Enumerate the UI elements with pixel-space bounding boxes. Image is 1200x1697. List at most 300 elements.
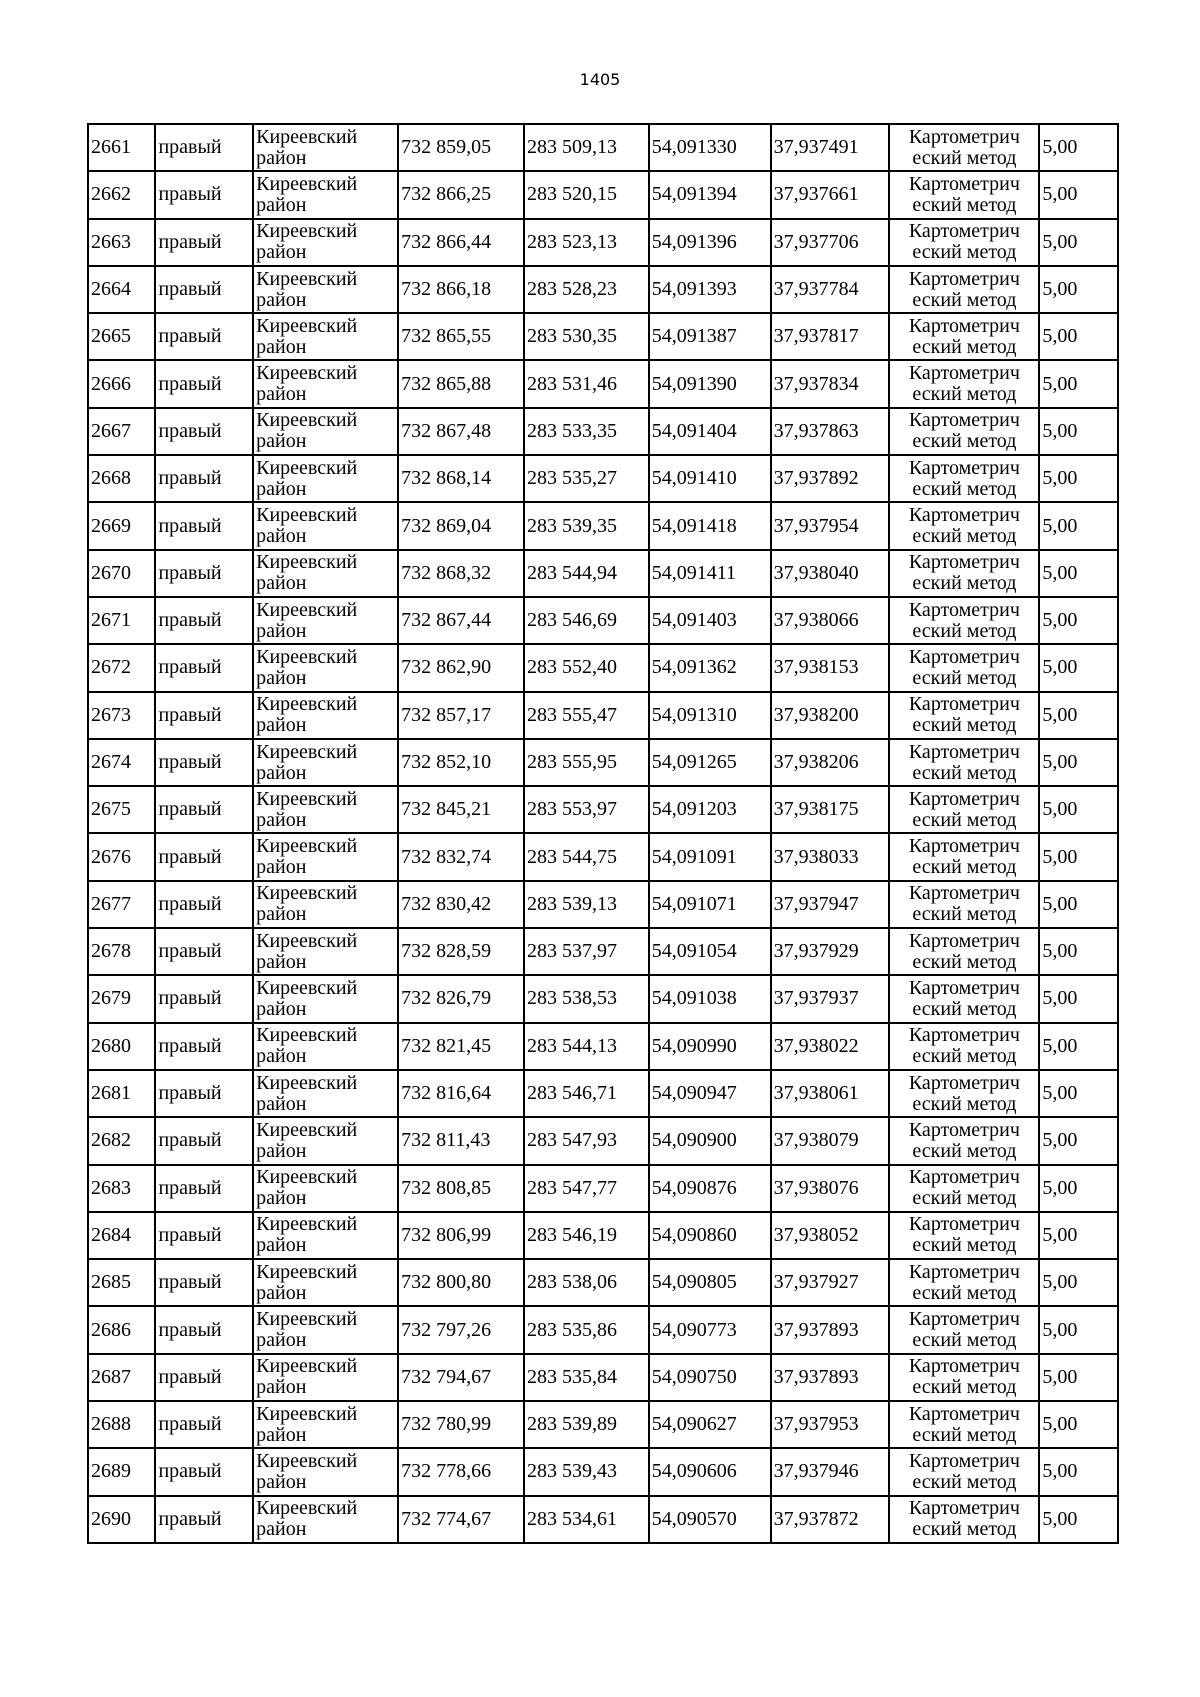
latitude-cell: 54,091410 — [649, 455, 771, 502]
district-line: Киреевский — [256, 551, 358, 574]
bank-side-cell: правый — [155, 739, 253, 786]
accuracy-cell: 5,00 — [1039, 360, 1118, 407]
method-line: Картометрич — [908, 1497, 1020, 1520]
accuracy-cell: 5,00 — [1039, 1448, 1118, 1495]
table-row — [88, 1212, 1118, 1259]
latitude-cell: 54,090570 — [649, 1496, 771, 1543]
district-line: район — [256, 430, 307, 453]
bank-side-cell: правый — [155, 360, 253, 407]
table-row — [88, 408, 1118, 455]
x-coordinate-cell: 732 808,85 — [398, 1165, 524, 1212]
x-coordinate-cell: 732 778,66 — [398, 1448, 524, 1495]
latitude-cell: 54,091394 — [649, 171, 771, 218]
accuracy-cell: 5,00 — [1039, 266, 1118, 313]
method-line: Картометрич — [908, 835, 1020, 858]
accuracy-cell: 5,00 — [1039, 1496, 1118, 1543]
district-line: Киреевский — [256, 835, 358, 858]
district-cell — [253, 928, 398, 975]
bank-side-cell: правый — [155, 1259, 253, 1306]
accuracy-cell: 5,00 — [1039, 1023, 1118, 1070]
latitude-cell: 54,091396 — [649, 219, 771, 266]
method-cell — [889, 266, 1039, 313]
district-line: район — [256, 193, 307, 216]
point-number-cell: 2672 — [88, 644, 155, 691]
x-coordinate-cell: 732 800,80 — [398, 1259, 524, 1306]
table-row — [88, 1165, 1118, 1212]
table-row — [88, 881, 1118, 928]
longitude-cell: 37,937834 — [771, 360, 890, 407]
bank-side-cell: правый — [155, 928, 253, 975]
x-coordinate-cell: 732 867,44 — [398, 597, 524, 644]
method-line: Картометрич — [908, 1024, 1020, 1047]
bank-side-cell: правый — [155, 1306, 253, 1353]
method-cell — [889, 313, 1039, 360]
table-row — [88, 550, 1118, 597]
y-coordinate-cell: 283 546,19 — [524, 1212, 649, 1259]
longitude-cell: 37,937863 — [771, 408, 890, 455]
district-cell — [253, 597, 398, 644]
district-cell — [253, 881, 398, 928]
district-line: район — [256, 1423, 307, 1446]
method-line: Картометрич — [908, 1118, 1020, 1141]
method-line: Картометрич — [908, 267, 1020, 290]
latitude-cell: 54,090860 — [649, 1212, 771, 1259]
y-coordinate-cell: 283 509,13 — [524, 124, 649, 171]
latitude-cell: 54,091387 — [649, 313, 771, 360]
method-cell — [889, 1496, 1039, 1543]
method-line: еский метод — [912, 1045, 1017, 1068]
accuracy-cell: 5,00 — [1039, 1306, 1118, 1353]
point-number-cell: 2665 — [88, 313, 155, 360]
method-cell — [889, 219, 1039, 266]
district-cell — [253, 266, 398, 313]
longitude-cell: 37,937893 — [771, 1306, 890, 1353]
latitude-cell: 54,091393 — [649, 266, 771, 313]
latitude-cell: 54,090750 — [649, 1354, 771, 1401]
district-line: район — [256, 525, 307, 548]
table-row — [88, 1401, 1118, 1448]
latitude-cell: 54,091265 — [649, 739, 771, 786]
district-line: район — [256, 856, 307, 879]
y-coordinate-cell: 283 537,97 — [524, 928, 649, 975]
table-row — [88, 975, 1118, 1022]
method-line: Картометрич — [908, 1449, 1020, 1472]
district-cell — [253, 550, 398, 597]
longitude-cell: 37,937954 — [771, 502, 890, 549]
method-line: еский метод — [912, 1376, 1017, 1399]
method-line: Картометрич — [908, 1355, 1020, 1378]
method-line: Картометрич — [908, 125, 1020, 148]
longitude-cell: 37,937947 — [771, 881, 890, 928]
x-coordinate-cell: 732 774,67 — [398, 1496, 524, 1543]
district-line: район — [256, 1376, 307, 1399]
method-cell — [889, 1401, 1039, 1448]
y-coordinate-cell: 283 535,84 — [524, 1354, 649, 1401]
bank-side-cell: правый — [155, 833, 253, 880]
method-line: Картометрич — [908, 645, 1020, 668]
longitude-cell: 37,937872 — [771, 1496, 890, 1543]
y-coordinate-cell: 283 531,46 — [524, 360, 649, 407]
point-number-cell: 2677 — [88, 881, 155, 928]
accuracy-cell: 5,00 — [1039, 1354, 1118, 1401]
method-line: еский метод — [912, 572, 1017, 595]
method-line: еский метод — [912, 1281, 1017, 1304]
method-line: еский метод — [912, 1187, 1017, 1210]
accuracy-cell: 5,00 — [1039, 597, 1118, 644]
district-line: район — [256, 1187, 307, 1210]
bank-side-cell: правый — [155, 502, 253, 549]
bank-side-cell: правый — [155, 408, 253, 455]
point-number-cell: 2686 — [88, 1306, 155, 1353]
point-number-cell: 2662 — [88, 171, 155, 218]
longitude-cell: 37,937892 — [771, 455, 890, 502]
y-coordinate-cell: 283 555,47 — [524, 692, 649, 739]
table-row — [88, 313, 1118, 360]
bank-side-cell: правый — [155, 1496, 253, 1543]
bank-side-cell: правый — [155, 219, 253, 266]
accuracy-cell: 5,00 — [1039, 975, 1118, 1022]
table-row — [88, 786, 1118, 833]
district-line: район — [256, 572, 307, 595]
district-line: Киреевский — [256, 882, 358, 905]
longitude-cell: 37,937817 — [771, 313, 890, 360]
x-coordinate-cell: 732 806,99 — [398, 1212, 524, 1259]
latitude-cell: 54,090990 — [649, 1023, 771, 1070]
x-coordinate-cell: 732 869,04 — [398, 502, 524, 549]
district-line: Киреевский — [256, 504, 358, 527]
district-cell — [253, 1354, 398, 1401]
district-line: район — [256, 997, 307, 1020]
longitude-cell: 37,937784 — [771, 266, 890, 313]
longitude-cell: 37,938052 — [771, 1212, 890, 1259]
bank-side-cell: правый — [155, 1448, 253, 1495]
accuracy-cell: 5,00 — [1039, 313, 1118, 360]
latitude-cell: 54,090900 — [649, 1117, 771, 1164]
point-number-cell: 2674 — [88, 739, 155, 786]
longitude-cell: 37,938061 — [771, 1070, 890, 1117]
longitude-cell: 37,938153 — [771, 644, 890, 691]
method-cell — [889, 1306, 1039, 1353]
method-line: еский метод — [912, 193, 1017, 216]
point-number-cell: 2683 — [88, 1165, 155, 1212]
y-coordinate-cell: 283 539,13 — [524, 881, 649, 928]
method-line: еский метод — [912, 619, 1017, 642]
table-row — [88, 739, 1118, 786]
point-number-cell: 2666 — [88, 360, 155, 407]
method-line: еский метод — [912, 288, 1017, 311]
longitude-cell: 37,938076 — [771, 1165, 890, 1212]
method-cell — [889, 550, 1039, 597]
x-coordinate-cell: 732 811,43 — [398, 1117, 524, 1164]
method-cell — [889, 124, 1039, 171]
x-coordinate-cell: 732 865,88 — [398, 360, 524, 407]
bank-side-cell: правый — [155, 550, 253, 597]
method-line: Картометрич — [908, 362, 1020, 385]
district-line: район — [256, 383, 307, 406]
x-coordinate-cell: 732 816,64 — [398, 1070, 524, 1117]
table-row — [88, 171, 1118, 218]
x-coordinate-cell: 732 868,32 — [398, 550, 524, 597]
method-line: Картометрич — [908, 504, 1020, 527]
district-cell — [253, 833, 398, 880]
y-coordinate-cell: 283 535,86 — [524, 1306, 649, 1353]
latitude-cell: 54,091054 — [649, 928, 771, 975]
x-coordinate-cell: 732 866,25 — [398, 171, 524, 218]
latitude-cell: 54,091403 — [649, 597, 771, 644]
accuracy-cell: 5,00 — [1039, 644, 1118, 691]
latitude-cell: 54,090876 — [649, 1165, 771, 1212]
y-coordinate-cell: 283 533,35 — [524, 408, 649, 455]
method-cell — [889, 171, 1039, 218]
accuracy-cell: 5,00 — [1039, 1259, 1118, 1306]
point-number-cell: 2689 — [88, 1448, 155, 1495]
latitude-cell: 54,091071 — [649, 881, 771, 928]
district-cell — [253, 786, 398, 833]
y-coordinate-cell: 283 544,75 — [524, 833, 649, 880]
y-coordinate-cell: 283 523,13 — [524, 219, 649, 266]
latitude-cell: 54,090805 — [649, 1259, 771, 1306]
district-line: Киреевский — [256, 645, 358, 668]
district-cell — [253, 171, 398, 218]
longitude-cell: 37,937661 — [771, 171, 890, 218]
point-number-cell: 2673 — [88, 692, 155, 739]
method-line: Картометрич — [908, 456, 1020, 479]
accuracy-cell: 5,00 — [1039, 786, 1118, 833]
district-line: Киреевский — [256, 693, 358, 716]
district-line: Киреевский — [256, 314, 358, 337]
district-line: район — [256, 1281, 307, 1304]
point-number-cell: 2687 — [88, 1354, 155, 1401]
longitude-cell: 37,937937 — [771, 975, 890, 1022]
district-cell — [253, 1259, 398, 1306]
y-coordinate-cell: 283 534,61 — [524, 1496, 649, 1543]
accuracy-cell: 5,00 — [1039, 550, 1118, 597]
y-coordinate-cell: 283 546,71 — [524, 1070, 649, 1117]
y-coordinate-cell: 283 547,77 — [524, 1165, 649, 1212]
method-cell — [889, 1259, 1039, 1306]
point-number-cell: 2669 — [88, 502, 155, 549]
district-line: Киреевский — [256, 362, 358, 385]
accuracy-cell: 5,00 — [1039, 1212, 1118, 1259]
method-line: еский метод — [912, 714, 1017, 737]
district-line: район — [256, 477, 307, 500]
longitude-cell: 37,938175 — [771, 786, 890, 833]
district-line: Киреевский — [256, 598, 358, 621]
point-number-cell: 2661 — [88, 124, 155, 171]
district-cell — [253, 408, 398, 455]
district-cell — [253, 1448, 398, 1495]
bank-side-cell: правый — [155, 881, 253, 928]
method-line: еский метод — [912, 430, 1017, 453]
point-number-cell: 2682 — [88, 1117, 155, 1164]
method-line: еский метод — [912, 997, 1017, 1020]
point-number-cell: 2676 — [88, 833, 155, 880]
x-coordinate-cell: 732 852,10 — [398, 739, 524, 786]
coordinates-table — [87, 123, 1119, 1544]
district-line: район — [256, 335, 307, 358]
district-cell — [253, 455, 398, 502]
y-coordinate-cell: 283 538,06 — [524, 1259, 649, 1306]
method-cell — [889, 692, 1039, 739]
bank-side-cell: правый — [155, 1401, 253, 1448]
method-cell — [889, 455, 1039, 502]
method-line: Картометрич — [908, 740, 1020, 763]
method-line: еский метод — [912, 808, 1017, 831]
method-cell — [889, 1117, 1039, 1164]
table-row — [88, 502, 1118, 549]
district-line: Киреевский — [256, 456, 358, 479]
method-cell — [889, 975, 1039, 1022]
latitude-cell: 54,091411 — [649, 550, 771, 597]
y-coordinate-cell: 283 553,97 — [524, 786, 649, 833]
longitude-cell: 37,937953 — [771, 1401, 890, 1448]
x-coordinate-cell: 732 780,99 — [398, 1401, 524, 1448]
district-cell — [253, 313, 398, 360]
point-number-cell: 2668 — [88, 455, 155, 502]
point-number-cell: 2684 — [88, 1212, 155, 1259]
latitude-cell: 54,091418 — [649, 502, 771, 549]
bank-side-cell: правый — [155, 1212, 253, 1259]
method-line: Картометрич — [908, 1213, 1020, 1236]
point-number-cell: 2681 — [88, 1070, 155, 1117]
y-coordinate-cell: 283 535,27 — [524, 455, 649, 502]
district-cell — [253, 1070, 398, 1117]
district-line: Киреевский — [256, 1308, 358, 1331]
district-cell — [253, 1165, 398, 1212]
method-line: Картометрич — [908, 220, 1020, 243]
latitude-cell: 54,091091 — [649, 833, 771, 880]
latitude-cell: 54,091390 — [649, 360, 771, 407]
district-line: район — [256, 1329, 307, 1352]
method-line: Картометрич — [908, 1166, 1020, 1189]
latitude-cell: 54,090627 — [649, 1401, 771, 1448]
district-line: Киреевский — [256, 1497, 358, 1520]
table-row — [88, 1117, 1118, 1164]
table-row — [88, 597, 1118, 644]
district-line: Киреевский — [256, 929, 358, 952]
district-line: Киреевский — [256, 220, 358, 243]
bank-side-cell: правый — [155, 313, 253, 360]
y-coordinate-cell: 283 539,43 — [524, 1448, 649, 1495]
longitude-cell: 37,938022 — [771, 1023, 890, 1070]
latitude-cell: 54,090606 — [649, 1448, 771, 1495]
latitude-cell: 54,091330 — [649, 124, 771, 171]
method-cell — [889, 360, 1039, 407]
district-line: Киреевский — [256, 1166, 358, 1189]
y-coordinate-cell: 283 538,53 — [524, 975, 649, 1022]
bank-side-cell: правый — [155, 455, 253, 502]
district-line: район — [256, 1092, 307, 1115]
table-row — [88, 1259, 1118, 1306]
longitude-cell: 37,938079 — [771, 1117, 890, 1164]
point-number-cell: 2690 — [88, 1496, 155, 1543]
table-row — [88, 928, 1118, 975]
longitude-cell: 37,937706 — [771, 219, 890, 266]
district-line: Киреевский — [256, 787, 358, 810]
district-line: Киреевский — [256, 1355, 358, 1378]
method-cell — [889, 928, 1039, 975]
district-line: Киреевский — [256, 267, 358, 290]
district-cell — [253, 1023, 398, 1070]
accuracy-cell: 5,00 — [1039, 1070, 1118, 1117]
method-cell — [889, 502, 1039, 549]
district-line: район — [256, 761, 307, 784]
method-line: еский метод — [912, 525, 1017, 548]
y-coordinate-cell: 283 547,93 — [524, 1117, 649, 1164]
longitude-cell: 37,938206 — [771, 739, 890, 786]
method-cell — [889, 408, 1039, 455]
accuracy-cell: 5,00 — [1039, 1401, 1118, 1448]
y-coordinate-cell: 283 552,40 — [524, 644, 649, 691]
method-line: Картометрич — [908, 787, 1020, 810]
method-line: Картометрич — [908, 1260, 1020, 1283]
method-cell — [889, 1354, 1039, 1401]
method-line: Картометрич — [908, 882, 1020, 905]
point-number-cell: 2667 — [88, 408, 155, 455]
point-number-cell: 2675 — [88, 786, 155, 833]
point-number-cell: 2680 — [88, 1023, 155, 1070]
x-coordinate-cell: 732 832,74 — [398, 833, 524, 880]
bank-side-cell: правый — [155, 975, 253, 1022]
accuracy-cell: 5,00 — [1039, 219, 1118, 266]
latitude-cell: 54,090773 — [649, 1306, 771, 1353]
method-cell — [889, 881, 1039, 928]
y-coordinate-cell: 283 539,35 — [524, 502, 649, 549]
district-cell — [253, 1496, 398, 1543]
bank-side-cell: правый — [155, 124, 253, 171]
method-line: еский метод — [912, 241, 1017, 264]
bank-side-cell: правый — [155, 786, 253, 833]
longitude-cell: 37,937946 — [771, 1448, 890, 1495]
district-line: район — [256, 714, 307, 737]
district-line: Киреевский — [256, 1449, 358, 1472]
district-line: район — [256, 1045, 307, 1068]
y-coordinate-cell: 283 520,15 — [524, 171, 649, 218]
y-coordinate-cell: 283 539,89 — [524, 1401, 649, 1448]
table-row — [88, 1023, 1118, 1070]
table-row — [88, 266, 1118, 313]
table-row — [88, 1070, 1118, 1117]
bank-side-cell: правый — [155, 171, 253, 218]
district-line: район — [256, 1470, 307, 1493]
method-line: еский метод — [912, 856, 1017, 879]
bank-side-cell: правый — [155, 266, 253, 313]
district-cell — [253, 124, 398, 171]
table-row — [88, 1354, 1118, 1401]
bank-side-cell: правый — [155, 692, 253, 739]
x-coordinate-cell: 732 857,17 — [398, 692, 524, 739]
accuracy-cell: 5,00 — [1039, 692, 1118, 739]
bank-side-cell: правый — [155, 597, 253, 644]
table-row — [88, 360, 1118, 407]
district-line: Киреевский — [256, 409, 358, 432]
method-cell — [889, 597, 1039, 644]
x-coordinate-cell: 732 865,55 — [398, 313, 524, 360]
y-coordinate-cell: 283 544,94 — [524, 550, 649, 597]
district-line: район — [256, 1139, 307, 1162]
longitude-cell: 37,938040 — [771, 550, 890, 597]
x-coordinate-cell: 732 826,79 — [398, 975, 524, 1022]
district-line: Киреевский — [256, 1024, 358, 1047]
district-cell — [253, 644, 398, 691]
method-cell — [889, 1165, 1039, 1212]
district-cell — [253, 739, 398, 786]
accuracy-cell: 5,00 — [1039, 502, 1118, 549]
method-line: Картометрич — [908, 551, 1020, 574]
district-cell — [253, 975, 398, 1022]
x-coordinate-cell: 732 845,21 — [398, 786, 524, 833]
district-line: район — [256, 1234, 307, 1257]
